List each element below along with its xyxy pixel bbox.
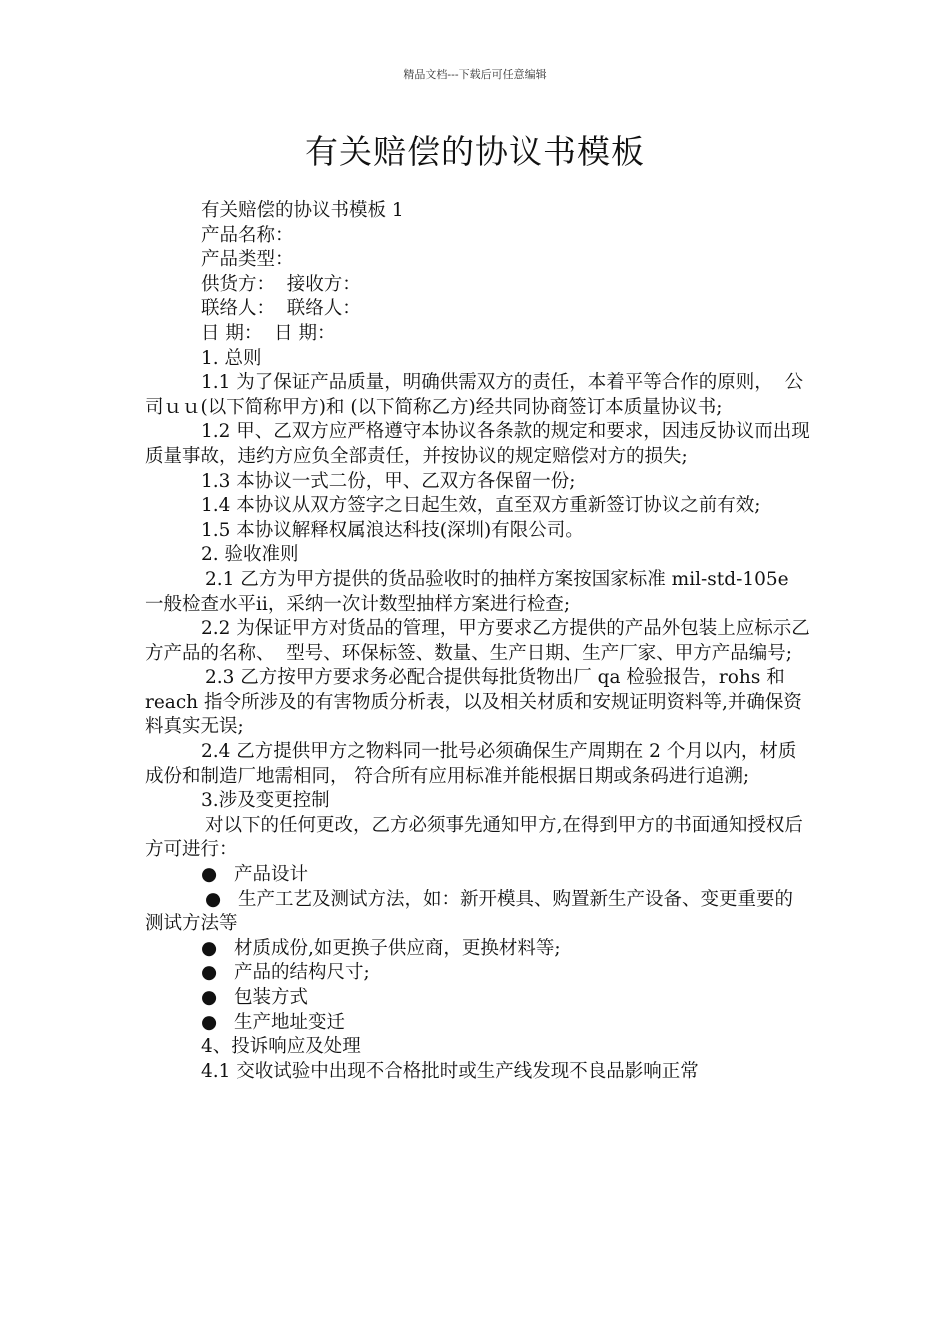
list-item [145, 986, 810, 1011]
clause-2-1: 2.1 乙方为甲方提供的货品验收时的抽样方案按国家标准 mil-std-105e 一般检查水平ⅱ，采纳一次计数型抽样方案进行检查; [145, 568, 795, 615]
date-line: 日 期： 日 期： [201, 322, 336, 344]
list-item-text: 材质成份,如更换子供应商，更换材料等; [234, 937, 561, 959]
bullet-icon: ● [205, 888, 222, 910]
document-title: 有关赔偿的协议书模板 [305, 132, 645, 171]
document-body [145, 199, 810, 1084]
section-heading-2: 2. 验收准则 [201, 544, 299, 566]
clause-1-2: 1.2 甲、乙双方应严格遵守本协议各条款的规定和要求，因违反协议而出现质量事故，违约方应负全部责任，并按协议的规定赔偿对方的损失; [145, 421, 810, 467]
clause-1-1: 1.1 为了保证产品质量，明确供需双方的责任，本着平等合作的原则， 公司ｕｕ(以下简称甲方)和 (以下简称乙方)经共同协商签订本质量协议书; [145, 372, 804, 418]
list-item [145, 937, 810, 962]
supplier-receiver-line: 供货方： 接收方： [201, 273, 361, 295]
list-item [145, 888, 810, 937]
bullet-icon: ● [201, 1011, 218, 1033]
list-item-text: 产品设计 [234, 864, 309, 886]
list-item-text: 包装方式 [234, 987, 309, 1008]
section-heading-3: 3.涉及变更控制 [201, 790, 330, 812]
header-note: 精品文档---下载后可任意编辑 [403, 68, 547, 81]
clause-1-3: 1.3 本协议一式二份，甲、乙双方各保留一份; [201, 470, 576, 492]
clause-2-2: 2.2 为保证甲方对货品的管理，甲方要求乙方提供的产品外包装上应标示乙方产品的名称、 型号、环保标签、数量、生产日期、生产厂家、甲方产品编号; [145, 618, 810, 664]
product-name-line: 产品名称： [201, 224, 294, 246]
list-item [145, 1011, 810, 1036]
bullet-icon: ● [201, 987, 218, 1008]
bullet-icon: ● [201, 962, 218, 984]
product-type-line: 产品类型： [201, 249, 294, 271]
clause-1-5: 1.5 本协议解释权属浪达科技(深圳)有限公司。 [201, 519, 584, 541]
list-item-text: 生产工艺及测试方法，如：新开模具、购置新生产设备、变更重要的测试方法等 [145, 888, 794, 935]
bullet-icon: ● [201, 864, 218, 886]
subtitle-line: 有关赔偿的协议书模板 1 [201, 200, 404, 221]
list-item-text: 生产地址变迁 [234, 1011, 346, 1033]
list-item [145, 961, 810, 986]
bullet-icon: ● [201, 937, 218, 959]
section-heading-1: 1. 总则 [201, 347, 262, 369]
section-heading-4: 4、投诉响应及处理 [201, 1036, 361, 1058]
contact-line: 联络人： 联络人： [201, 298, 361, 320]
list-item [145, 863, 810, 888]
clause-2-4: 2.4 乙方提供甲方之物料同一批号必须确保生产周期在 2 个月以内，材质成份和制造厂地需相同， 符合所有应用标准并能根据日期或条码进行追溯; [145, 741, 797, 787]
change-control-intro: 对以下的任何更改，乙方必须事先通知甲方,在得到甲方的书面通知授权后方可进行： [145, 814, 803, 861]
clause-4-1: 4.1 交收试验中出现不合格批时或生产线发现不良品影响正常 [201, 1060, 699, 1082]
clause-1-4: 1.4 本协议从双方签字之日起生效，直至双方重新签订协议之前有效; [201, 495, 761, 517]
clause-2-3: 2.3 乙方按甲方要求务必配合提供每批货物出厂 qa 检验报告，rohs 和 reach 指令所涉及的有害物质分析表，以及相关材质和安规证明资料等,并确保资料真实无误; [145, 667, 802, 738]
list-item-text: 产品的结构尺寸; [234, 962, 370, 984]
